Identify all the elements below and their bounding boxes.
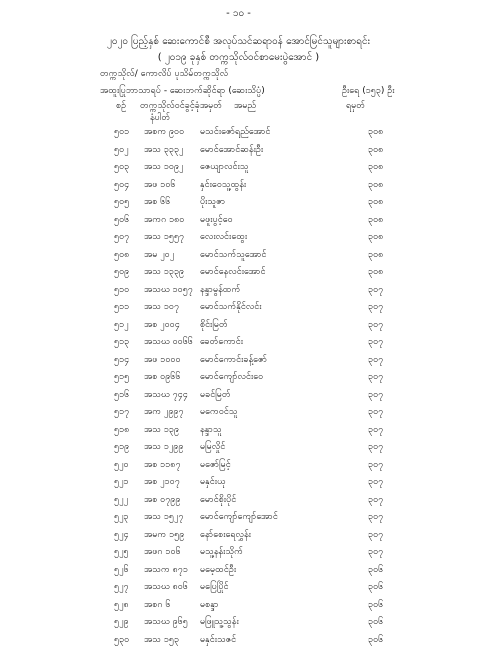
table-row	[0, 457, 477, 475]
row-number: ၅၁၆	[114, 389, 129, 402]
row-value: ၃၀၆	[368, 581, 383, 594]
row-name: နော်စေးရေလွှန်း	[200, 529, 251, 542]
row-name: စိုင်းမြတ်	[200, 319, 228, 332]
row-reg-number: အဖ ၁၀၆	[144, 179, 175, 192]
row-number: ၅၂၇	[114, 581, 129, 594]
header-no: စဉ်	[116, 100, 126, 113]
row-reg-number: အမ ၂၀၂	[144, 249, 174, 262]
row-value: ၃၀၆	[368, 599, 383, 612]
row-number: ၅၂၃	[114, 511, 129, 524]
row-name: ခေတ်ကောင်း	[200, 336, 243, 349]
row-reg-number: အသက ၈၇၁	[144, 564, 188, 577]
row-name: နှင်းဝေသူ့ထွန်း	[200, 179, 246, 192]
row-reg-number: အစ ၁၁၈၇	[144, 459, 181, 472]
row-name: မသင်းဇော်ရည်အောင်	[200, 126, 270, 139]
row-value: ၃၀၇	[368, 511, 383, 524]
row-reg-number: အစ ၂၀၀၄	[144, 319, 180, 332]
row-reg-number: အသ ၁၀၇	[144, 301, 179, 314]
row-value: ၃၀၇	[368, 301, 383, 314]
row-name: မောင်သက်နိုင်လင်း	[200, 301, 262, 314]
row-name: မပြေပြိုင်	[200, 581, 229, 594]
row-reg-number: အစ ၀၉၆၆	[144, 371, 180, 384]
row-name: မနှင်းယု	[200, 476, 226, 489]
row-reg-number: အသဃ ၇၄၄	[144, 389, 188, 402]
row-number: ၅၀၉	[114, 266, 129, 279]
table-row	[0, 317, 477, 335]
table-row	[0, 247, 477, 265]
row-reg-number: အသ ၁၃၃၉	[144, 266, 184, 279]
row-reg-number: အစ ၂၁၀၇	[144, 476, 180, 489]
row-reg-number: အသ ၁၂၉၉	[144, 441, 183, 454]
table-row	[0, 492, 477, 510]
row-reg-number: အစဂ ၆	[144, 599, 170, 612]
row-name: မောင်သက်သူအောင်	[200, 249, 266, 262]
row-number: ၅၂၀	[114, 459, 129, 472]
row-reg-number: အသ ၁၃၉	[144, 424, 179, 437]
row-value: ၃၀၇	[368, 424, 383, 437]
row-number: ၅၁၇	[114, 406, 129, 419]
row-value: ၃၀၈	[368, 161, 383, 174]
row-value: ၃၀၇	[368, 371, 383, 384]
row-name: မမြလှိုင်	[200, 441, 225, 454]
table-row	[0, 159, 477, 177]
row-number: ၅၁၃	[114, 336, 129, 349]
table-row	[0, 282, 477, 300]
row-number: ၅၀၄	[114, 179, 129, 192]
document-subtitle: ( ၂၀၁၉ ခုနှစ် တက္ကသိုလ်ဝင်စာမေးပွဲအောင် )	[0, 50, 477, 65]
row-name: မောင်အောင်ဆန်းဦး	[200, 144, 263, 157]
row-name: နန္ဒာမွန်ထက်	[200, 284, 240, 297]
header-reg: တက္ကသိုလ်ဝင်ခွင့်ခုံအမှတ်	[140, 100, 222, 113]
table-row	[0, 562, 477, 580]
row-value: ၃၀၇	[368, 476, 383, 489]
table-row	[0, 404, 477, 422]
table-row	[0, 597, 477, 615]
row-name: ပိုးသူဇာ	[200, 196, 225, 209]
row-number: ၅၂၂	[114, 494, 128, 507]
university-label: တက္ကသိုလ်/ ကောလိပ်	[100, 69, 172, 79]
row-value: ၃၀၇	[368, 389, 383, 402]
row-value: ၃၀၇	[368, 459, 383, 472]
row-reg-number: အဖဂ ၁၀၆	[144, 546, 181, 559]
row-name: မဇော်မြင့်	[200, 459, 231, 472]
row-reg-number: အသဃ ၈၀၆	[144, 581, 188, 594]
row-name: နန္ဒာသူ	[200, 424, 222, 437]
row-value: ၃၀၆	[368, 616, 383, 629]
row-value: ၃၀၇	[368, 406, 383, 419]
row-number: ၅၁၈	[114, 424, 129, 437]
row-reg-number: အမက ၁၅၉	[144, 529, 184, 542]
row-number: ၅၃၀	[114, 634, 129, 647]
row-number: ၅၀၅	[114, 196, 129, 209]
exam-label: အထူးပြုဘာသာရပ် - ဆေးဘက်ဆိုင်ရာ (ဆေးသိပ္ပံ)	[100, 85, 265, 98]
row-number: ၅၂၈	[114, 599, 129, 612]
row-number: ၅၂၅	[114, 546, 129, 559]
table-row	[0, 439, 477, 457]
row-reg-number: အသ ၁၅၅၇	[144, 231, 184, 244]
row-value: ၃၀၈	[368, 214, 383, 227]
row-value: ၃၀၈	[368, 126, 383, 139]
row-name: မောင်စိုးပိုင်	[200, 494, 236, 507]
row-value: ၃၀၈	[368, 144, 383, 157]
table-row	[0, 334, 477, 352]
row-number: ၅၁၉	[114, 441, 129, 454]
row-number: ၅၀၁	[114, 126, 129, 139]
university-line	[100, 68, 228, 81]
row-number: ၅၁၄	[114, 354, 129, 367]
row-reg-number: အက ၂၉၉၇	[144, 406, 184, 419]
table-row	[0, 194, 477, 212]
header-reg-sub: နံပါတ်	[150, 112, 170, 125]
table-row	[0, 352, 477, 370]
row-value: ၃၀၇	[368, 319, 383, 332]
row-reg-number: အသဃ ၀၀၆၆	[144, 336, 193, 349]
row-name: မောင်ကျော်လင်းဝေ	[200, 371, 263, 384]
table-row	[0, 369, 477, 387]
row-name: မကေဝင်သူ	[200, 406, 238, 419]
row-value: ၃၀၆	[368, 634, 383, 647]
row-value: ၃၀၆	[368, 564, 383, 577]
row-value: ၃၀၈	[368, 249, 383, 262]
row-name: မသူ့နန်းသိုက်	[200, 546, 243, 559]
table-row	[0, 579, 477, 597]
row-name: မနှင်းသဇင်	[200, 634, 236, 647]
row-number: ၅၀၃	[114, 161, 129, 174]
table-row	[0, 142, 477, 160]
row-reg-number: အသ ၃၃၃၂	[144, 144, 183, 157]
page-number: - ၁၀ -	[0, 6, 477, 21]
row-number: ၅၀၈	[114, 249, 129, 262]
row-value: ၃၀၇	[368, 354, 383, 367]
row-number: ၅၂၁	[114, 476, 129, 489]
row-name: မောင်နေလင်းအောင်	[200, 266, 265, 279]
row-reg-number: အသ ၁၀၉၂	[144, 161, 183, 174]
row-value: ၃၀၈	[368, 231, 383, 244]
row-reg-number: အသ ၁၅၂၇	[144, 511, 183, 524]
row-number: ၅၂၆	[114, 564, 129, 577]
row-reg-number: အသဃ ၁၀၅၇	[144, 284, 193, 297]
row-number: ၅၂၉	[114, 616, 129, 629]
header-value: ရမှတ်	[346, 100, 365, 113]
row-reg-number: အစ ၆၆	[144, 196, 170, 209]
row-value: ၃၀၇	[368, 284, 383, 297]
row-reg-number: အသ ၁၅၃	[144, 634, 179, 647]
row-name: မဖြူသူ့သွန်း	[200, 616, 239, 629]
row-number: ၅၁၁	[114, 301, 129, 314]
row-value: ၃၀၇	[368, 546, 383, 559]
row-number: ၅၀၂	[114, 144, 129, 157]
table-row	[0, 544, 477, 562]
table-row	[0, 212, 477, 230]
row-name: မမေ့ထင်ဦး	[200, 564, 236, 577]
row-name: မောင်ကျော်ကျော်အောင်	[200, 511, 278, 524]
row-value: ၃၀၇	[368, 529, 383, 542]
row-number: ၅၁၅	[114, 371, 129, 384]
total-count: ဦးရေ (၁၅၃) ဦး	[342, 85, 395, 98]
table-row	[0, 124, 477, 142]
row-value: ၃၀၈	[368, 266, 383, 279]
header-name: အမည်	[234, 100, 256, 113]
row-value: ၃၀၇	[368, 494, 383, 507]
table-row	[0, 422, 477, 440]
row-number: ၅၁၂	[114, 319, 129, 332]
row-name: ဇေယျာလင်းသူ	[200, 161, 249, 174]
row-name: လေးလင်းထွေး	[200, 231, 247, 244]
row-reg-number: အသဃ ၉၆၅	[144, 616, 188, 629]
row-number: ၅၁၀	[114, 284, 129, 297]
results-table	[0, 124, 477, 649]
row-number: ၅၀၇	[114, 231, 129, 244]
row-number: ၅၂၄	[114, 529, 129, 542]
row-value: ၃၀၇	[368, 336, 383, 349]
row-reg-number: အစက ၉၀၀	[144, 126, 184, 139]
row-reg-number: အဖ ၁၀၀၀	[144, 354, 181, 367]
document-title: ၂၀၂၀ ပြည့်နှစ် ဆေးကောင်စီ အလုပ်သင်ဆရာဝန် အောင်မြင်သူများစာရင်း	[0, 34, 477, 49]
row-reg-number: အကဂ ၁၈၀	[144, 214, 184, 227]
table-row	[0, 632, 477, 649]
row-name: မဖူးပွင့်ဝေ	[200, 214, 233, 227]
table-row	[0, 177, 477, 195]
table-row	[0, 264, 477, 282]
table-row	[0, 474, 477, 492]
table-row	[0, 229, 477, 247]
table-row	[0, 509, 477, 527]
row-name: မောင်ကောင်းခန့်ဇော်	[200, 354, 267, 367]
row-name: မစန္ဒာ	[200, 599, 219, 612]
row-value: ၃၀၈	[368, 179, 383, 192]
table-row	[0, 299, 477, 317]
table-row	[0, 387, 477, 405]
row-name: မခင်မြတ်	[200, 389, 231, 402]
row-value: ၃၀၇	[368, 441, 383, 454]
row-reg-number: အစ ၀၇၉၉	[144, 494, 180, 507]
row-value: ၃၀၈	[368, 196, 383, 209]
table-row	[0, 527, 477, 545]
row-number: ၅၀၆	[114, 214, 129, 227]
university-value: ပုသိမ်တက္ကသိုလ်	[174, 69, 228, 79]
